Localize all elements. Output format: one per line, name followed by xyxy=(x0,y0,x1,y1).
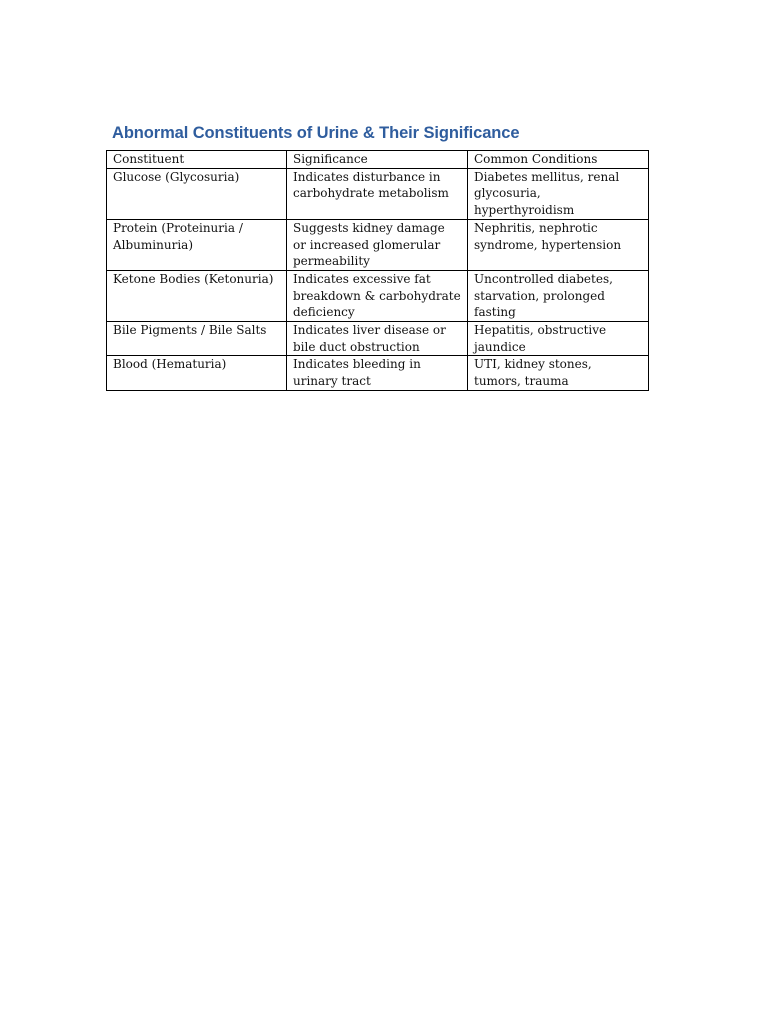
table-cell-common-conditions: Diabetes mellitus, renal glycosuria, hyperthyroidism xyxy=(468,168,649,219)
table-header-row xyxy=(107,151,649,169)
table-cell-significance: Indicates bleeding in urinary tract xyxy=(287,356,468,390)
table-cell-common-conditions: Uncontrolled diabetes, starvation, prolonged fasting xyxy=(468,270,649,321)
table-row xyxy=(107,168,649,219)
column-header-common-conditions: Common Conditions xyxy=(468,151,649,169)
table-row xyxy=(107,219,649,270)
table-row xyxy=(107,356,649,390)
table-cell-significance: Indicates liver disease or bile duct obstruction xyxy=(287,322,468,356)
table-cell-constituent: Bile Pigments / Bile Salts xyxy=(107,322,287,356)
table-cell-constituent: Protein (Proteinuria / Albuminuria) xyxy=(107,219,287,270)
table-cell-constituent: Glucose (Glycosuria) xyxy=(107,168,287,219)
table-cell-constituent: Blood (Hematuria) xyxy=(107,356,287,390)
table-cell-common-conditions: Hepatitis, obstructive jaundice xyxy=(468,322,649,356)
table-row xyxy=(107,322,649,356)
table-cell-significance: Indicates excessive fat breakdown & carbohydrate deficiency xyxy=(287,270,468,321)
table-cell-common-conditions: Nephritis, nephrotic syndrome, hypertension xyxy=(468,219,649,270)
table-cell-constituent: Ketone Bodies (Ketonuria) xyxy=(107,270,287,321)
document-title: Abnormal Constituents of Urine & Their Significance xyxy=(112,124,520,142)
constituents-table xyxy=(106,150,649,391)
column-header-constituent: Constituent xyxy=(107,151,287,169)
table-cell-significance: Suggests kidney damage or increased glomerular permeability xyxy=(287,219,468,270)
table-cell-common-conditions: UTI, kidney stones, tumors, trauma xyxy=(468,356,649,390)
column-header-significance: Significance xyxy=(287,151,468,169)
table-cell-significance: Indicates disturbance in carbohydrate metabolism xyxy=(287,168,468,219)
table-row xyxy=(107,270,649,321)
